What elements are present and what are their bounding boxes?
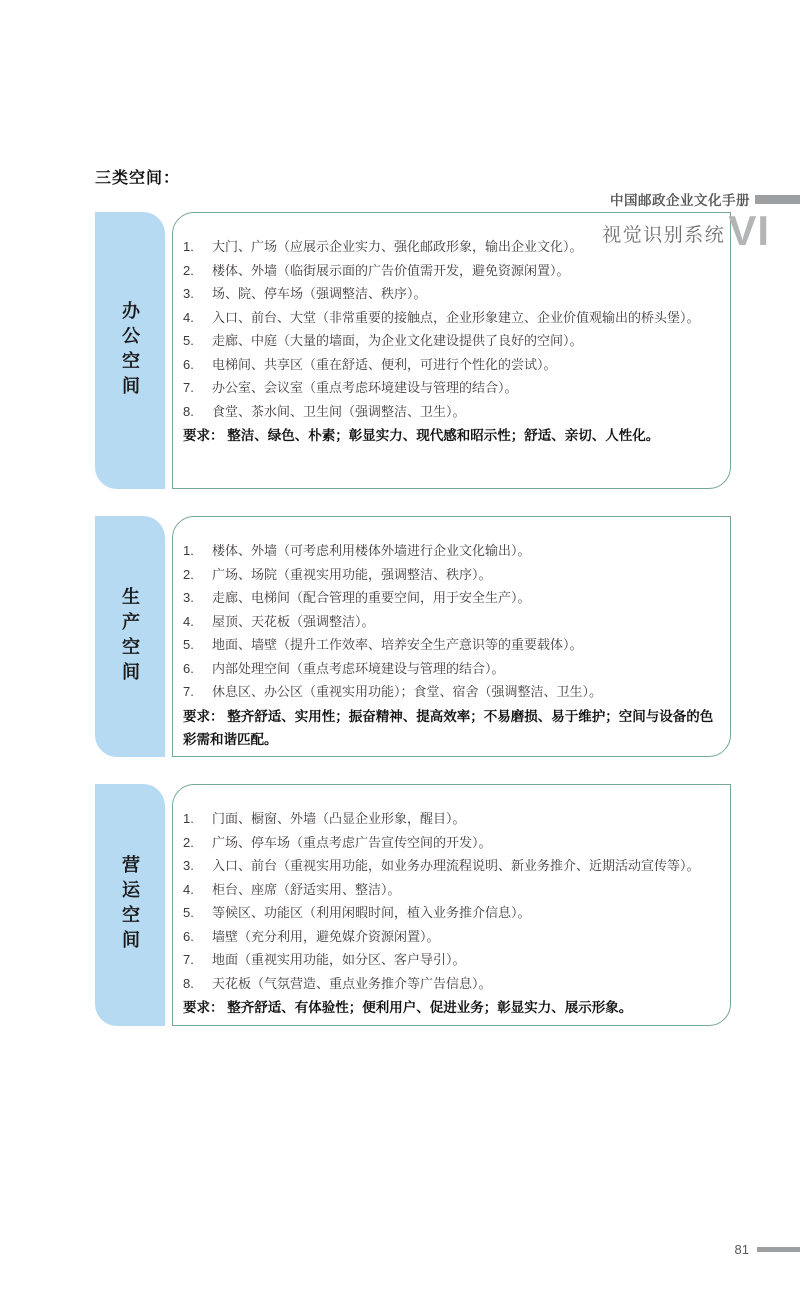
list-item: 屋顶、天花板（强调整洁）。 [212,613,375,629]
list-item: 大门、广场（应展示企业实力、强化邮政形象，输出企业文化）。 [212,239,583,254]
section-operation-space [95,784,731,1026]
operation-space-label [95,784,165,1026]
section-production-space [95,516,731,757]
list-item: 等候区、功能区（利用闲暇时间，植入业务推介信息）。 [212,905,531,920]
vi-logo: VI [728,207,770,254]
operation-space-item-list [183,807,722,995]
list-item: 入口、前台（重视实用功能，如业务办理流程说明、新业务推介、近期活动宣传等）。 [212,858,700,873]
space-sections [95,212,731,1026]
list-item: 地面、墙壁（提升工作效率、培养安全生产意识等的重要载体）。 [212,637,583,652]
operation-space-box [172,784,731,1026]
list-item: 休息区、办公区（重视实用功能）；食堂、宿舍（强调整洁、卫生）。 [212,684,603,699]
page-footer [735,1242,800,1257]
section-office-space [95,212,731,489]
office-space-label-text: 办公空间 [120,300,140,401]
list-item: 走廊、电梯间（配合管理的重要空间，用于安全生产）。 [212,590,531,605]
list-item: 墙壁（充分利用，避免媒介资源闲置）。 [212,928,440,944]
list-item: 地面（重视实用功能，如分区、客户导引）。 [212,952,466,967]
production-space-requirement: 要求： 整齐舒适、实用性；振奋精神、提高效率；不易磨损、易于维护；空间与设备的色彩需和谐匹配。 [183,708,714,747]
list-item: 天花板（气氛营造、重点业务推介等广告信息）。 [212,975,492,991]
list-item: 场、院、停车场（强调整洁、秩序）。 [212,286,427,301]
section-subtitle: 视觉识别系统 [602,225,726,246]
list-item: 楼体、外墙（可考虑利用楼体外墙进行企业文化输出）。 [212,543,531,558]
office-space-requirement: 要求： 整洁、绿色、朴素；彰显实力、现代感和昭示性；舒适、亲切、人性化。 [183,428,660,443]
list-item: 入口、前台、大堂（非常重要的接触点，企业形象建立、企业价值观输出的桥头堡）。 [212,309,700,325]
manual-page [0,165,800,1297]
production-space-item-list [183,539,722,704]
list-item: 内部处理空间（重点考虑环境建设与管理的结合）。 [212,660,505,676]
production-space-label [95,516,165,757]
page-number: 81 [734,1242,749,1257]
header-line2 [602,207,800,254]
list-item: 走廊、中庭（大量的墙面，为企业文化建设提供了良好的空间）。 [212,333,583,348]
operation-space-requirement: 要求： 整齐舒适、有体验性；便利用户、促进业务；彰显实力、展示形象。 [183,1000,633,1015]
production-space-label-text: 生产空间 [120,586,140,687]
list-item: 门面、橱窗、外墙（凸显企业形象，醒目）。 [212,811,466,826]
list-item: 食堂、茶水间、卫生间（强调整洁、卫生）。 [212,403,466,419]
list-item: 楼体、外墙（临街展示面的广告价值需开发，避免资源闲置）。 [212,262,570,278]
header-bar [755,195,800,204]
footer-bar [757,1247,800,1252]
office-space-label [95,212,165,489]
operation-space-label-text: 营运空间 [120,855,140,955]
page-title: 三类空间： [95,170,181,187]
list-item: 柜台、座席（舒适实用、整洁）。 [212,881,401,897]
office-space-box [172,212,731,489]
list-item: 广场、停车场（重点考虑广告宣传空间的开发）。 [212,834,492,850]
list-item: 电梯间、共享区（重在舒适、便利，可进行个性化的尝试）。 [212,356,557,372]
list-item: 办公室、会议室（重点考虑环境建设与管理的结合）。 [212,380,518,395]
office-space-item-list [183,235,722,423]
page-header [602,189,800,254]
header-line1 [602,189,800,209]
production-space-box [172,516,731,757]
list-item: 广场、场院（重视实用功能，强调整洁、秩序）。 [212,566,492,582]
manual-title: 中国邮政企业文化手册 [610,193,750,208]
